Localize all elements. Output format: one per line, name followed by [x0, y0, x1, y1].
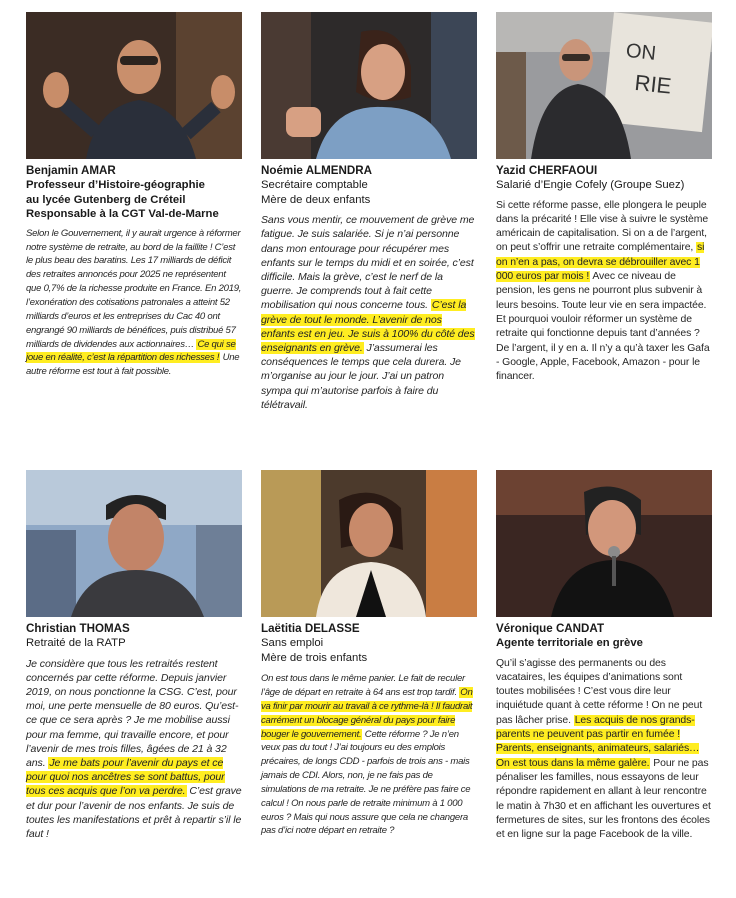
person-role-line-1: Sans emploi: [261, 637, 324, 649]
testimonial-quote: Sans vous mentir, ce mouvement de grève me fatigue. Je suis salariée. Si je n’ai personne dans mon entourage pour récupérer mes enfants sur le temps du midi et en soirée, c’est difficile. Mais la grève, c’est le nerf de la guerre. Je comprends tout à fait cette mobilisation qui nous concerne tous. C’est la grève de tout le monde. L’avenir de nos enfants est en jeu. Je suis à 100% du côté des enseignants en grève. J’assumerai les conséquences le temps que cela durera. Je m’organise au jour le jour. J’ai un patron sympa qui m’autorise parfois à faire du télétravail.: [261, 214, 475, 411]
older-man-illustration: [26, 470, 242, 617]
person-name: Yazid CHERFAOUI: [496, 164, 598, 177]
portrait-photo-amar: [26, 12, 242, 159]
testimonial-card-candat: [496, 470, 712, 842]
quote-highlight: On va finir par mourir au travail à ce rythme-là ! Il faudrait carrément un blocage général du pays pour faire bouger le gouvernement.: [261, 687, 473, 740]
portrait-photo-cherfaoui: [496, 12, 712, 159]
testimonial-quote: Selon le Gouvernement, il y aurait urgence à réformer notre système de retraite, au bord de la faillite ! C’est le plus beau des baratins. Les 17 milliards de déficit des retraites annoncés pour 2025 ne représentent que 0,7% de la richesse produite en France. En 2019, l’exonération des cotisations patronales a atteint 52 milliards d’euros et les entreprises du Cac 40 ont engrangé 90 milliards de bénéfices, puis distribué 57 milliards de dividendes aux actionnaires… Ce qui se joue en réalité, c’est la répartition des richesses ! Une autre réforme est tout à fait possible.: [26, 227, 242, 378]
quote-highlight: Les acquis de nos grands-parents ne peuvent pas partir en fumée ! Parents, enseignants, animateurs, salariés… On est tous dans la même galère.: [496, 714, 700, 769]
person-role-line-1: Retraité de la RATP: [26, 637, 126, 649]
quote-highlight: Je me bats pour l’avenir du pays et ce pour quoi nos ancêtres se sont battus, pour tous ces acquis que l’on va perdre.: [26, 757, 225, 798]
quote-highlight: C’est la grève de tout le monde. L’avenir de nos enfants est en jeu. Je suis à 100% du côté des enseignants en grève.: [261, 299, 475, 355]
person-name: Laëtitia DELASSE: [261, 622, 360, 635]
quote-highlight: si on n’en a pas, on devra se débrouiller avec 1 000 euros par mois !: [496, 242, 705, 283]
testimonial-card-almendra: [261, 12, 477, 412]
svg-text:RIE: RIE: [633, 69, 673, 99]
portrait-photo-thomas: [26, 470, 242, 617]
quote-highlight: Ce qui se joue en réalité, c’est la répartition des richesses !: [26, 338, 236, 364]
testimonial-quote: Je considère que tous les retraités restent concernés par cette réforme. Depuis janvier 2019, on nous ponctionne la CSG. C’est, pour moi, une perte mensuelle de 80 euros. Qu’est-ce que ce sera après ? Je me mobilise aussi pour ma femme, qui travaille encore, et pour l’avenir de mes trois filles, âgées de 21 à 32 ans. Je me bats pour l’avenir du pays et ce pour quoi nos ancêtres se sont battus, pour tous ces acquis que l’on va perdre. C’est grave et dur pour l’avenir de nos enfants. Je suis de toutes les manifestations et prêt à repartir s’il le faut !: [26, 657, 242, 841]
man-with-placard-illustration: [496, 12, 712, 159]
portrait-photo-delasse: [261, 470, 477, 617]
testimonial-card-amar: [26, 12, 242, 379]
person-role-line-2: Mère de trois enfants: [261, 651, 368, 664]
testimonial-card-delasse: [261, 470, 477, 838]
person-role-line-1: Salarié d’Engie Cofely (Groupe Suez): [496, 179, 685, 191]
woman-with-microphone-illustration: [496, 470, 712, 617]
person-name: Véronique CANDAT: [496, 622, 605, 635]
person-name: Benjamin AMAR: [26, 164, 116, 177]
portrait-photo-candat: [496, 470, 712, 617]
person-role-line-1: Agente territoriale en grève: [496, 637, 643, 649]
woman-smiling-illustration: [261, 470, 477, 617]
person-role-line-3: Responsable à la CGT Val-de-Marne: [26, 208, 219, 221]
testimonial-quote: Si cette réforme passe, elle plongera le peuple dans la précarité ! Elle vise à suivre le système américain de capitalisation. Si on a de l’argent, on peut s’offrir une retraite complémentaire, si on n’en a pas, on devra se débrouiller avec 1 000 euros par mois ! Avec ce niveau de pension, les gens ne pourront plus subvenir à leurs besoins. Toute leur vie en sera impactée. Et pourquoi vouloir réformer un système de retraite qui fonctionne depuis tant d’années ? De l’argent, il y en a. Il n’y a qu’à taxer les Gafa - Google, Apple, Facebook, Amazon - pour le financer.: [496, 199, 710, 383]
person-name: Noémie ALMENDRA: [261, 164, 373, 177]
testimonial-card-cherfaoui: [496, 12, 712, 384]
person-role-line-1: Secrétaire comptable: [261, 179, 368, 191]
person-role-line-2: au lycée Gutenberg de Créteil: [26, 193, 186, 206]
woman-speaking-illustration: [261, 12, 477, 159]
person-role-line-2: Mère de deux enfants: [261, 193, 371, 206]
person-role-line-1: Professeur d’Histoire-géographie: [26, 179, 205, 191]
portrait-photo-almendra: [261, 12, 477, 159]
testimonial-quote: On est tous dans le même panier. Le fait de reculer l’âge de départ en retraite à 64 ans est trop tardif. On va finir par mourir au travail à ce rythme-là ! Il faudrait carrément un blocage général du pays pour faire bouger le gouvernement. Cette réforme ? Je n’en veux pas du tout ! J’ai toujours eu des emplois précaires, de longs CDD - parfois de trois ans - mais jamais de CDI. Alors, non, je ne fais pas de simulations de ma retraite. Je ne préfère pas faire ce calcul ! On nous parle de retraite minimum à 1 000 euros ? Mais qui nous assure que cela ne changera pas d’ici notre départ en retraite ?: [261, 673, 473, 837]
man-gesturing-illustration: [26, 12, 242, 159]
svg-text:ON: ON: [624, 39, 658, 65]
person-name: Christian THOMAS: [26, 622, 130, 635]
testimonial-card-thomas: [26, 470, 242, 841]
testimonial-quote: Qu’il s’agisse des permanents ou des vacataires, les équipes d’animations sont toutes mobilisées ! C’est vous dire leur inquiétude quant à cette réforme ! On ne peut pas lâcher prise. Les acquis de nos grands-parents ne peuvent pas partir en fumée ! Parents, enseignants, animateurs, salariés… On est tous dans la même galère. Pour ne pas pénaliser les familles, nous essayons de leur répondre rapidement en allant à leur rencontre le matin à 7h30 et en affichant les ouvertures et fermetures de sites, sur les frontons des écoles et en ligne sur la page Facebook de la ville.: [496, 657, 711, 841]
